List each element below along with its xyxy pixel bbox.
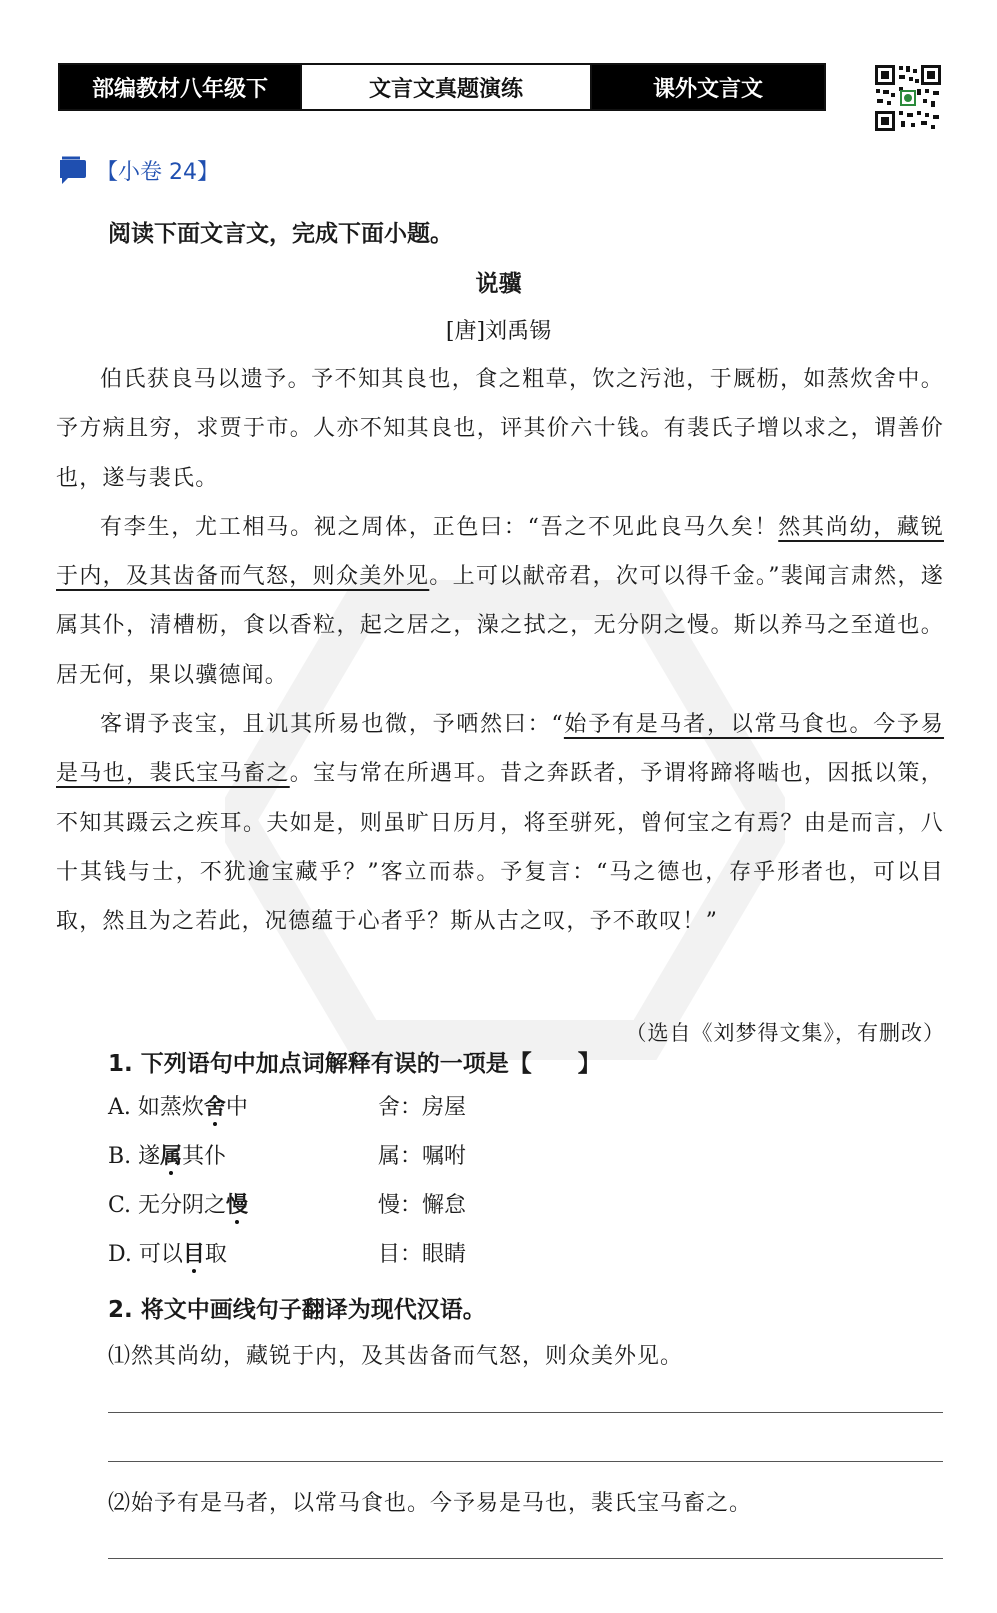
section-tag: [58, 155, 219, 186]
option-b[interactable]: B. 遂属其仆 属：嘱咐: [108, 1139, 466, 1170]
flag-icon: [58, 156, 88, 186]
option-b-gloss: 属：嘱咐: [378, 1144, 467, 1169]
option-a[interactable]: A. 如蒸炊舍中 舍：房屋: [108, 1090, 466, 1121]
passage-source: （选自《刘梦得文集》，有删改）: [625, 1021, 945, 1045]
answer-line[interactable]: [108, 1558, 943, 1559]
question-2-stem: 2. 将文中画线句子翻译为现代汉语。: [108, 1297, 486, 1323]
option-c-gloss: 慢：懈怠: [378, 1193, 467, 1218]
section-tag-label: 【小卷 24】: [96, 160, 219, 185]
option-a-gloss: 舍：房屋: [378, 1095, 467, 1120]
passage-title: 说骥: [475, 271, 522, 297]
answer-line[interactable]: [108, 1412, 943, 1413]
underlined-sentence-2: 始予有是马者，以常马食也。今予易是马也，裴氏宝马畜之: [56, 712, 945, 787]
passage-body: [56, 355, 944, 947]
option-d[interactable]: D. 可以目取 目：眼睛: [108, 1237, 466, 1268]
question-1-stem: 1. 下列语句中加点词解释有误的一项是【 】: [108, 1051, 601, 1077]
option-d-gloss: 目：眼睛: [378, 1242, 467, 1267]
underlined-sentence-1: 然其尚幼，藏锐于内，及其齿备而气怒，则众美外见: [56, 514, 944, 590]
passage-paragraph-3: 客谓予丧宝，且讥其所易也微，予哂然曰：“始予有是马者，以常马食也。今予易是马也，裴氏宝马畜之。宝与常在所遇耳。昔之奔跃者，予谓将蹄将啮也，因抵以策，不知其蹑云之疾耳。夫如是，则虽旷日历月，将至骈死，曾何宝之有焉？由是而言，八十其钱与士，不犹逾宝藏乎？”客立而恭。予复言：“马之德也，存乎形者也，可以目取，然且为之若此，况德蕴于心者乎？斯从古之叹，予不敢叹！”: [56, 712, 945, 935]
passage-paragraph-1: 伯氏获良马以遗予。予不知其良也，食之粗草，饮之污池，于厩枥，如蒸炊舍中。予方病且穷，求贾于市。人亦不知其良也，评其价六十钱。有裴氏子增以求之，谓善价也，遂与裴氏。: [56, 367, 944, 491]
question-2-sentence-2: ⑵始予有是马者，以常马食也。今予易是马也，裴氏宝马畜之。: [108, 1491, 753, 1516]
header-topic: 文言文真题演练: [300, 65, 592, 109]
answer-line[interactable]: [108, 1461, 943, 1462]
passage-author: [唐]刘禹锡: [445, 319, 552, 344]
passage-paragraph-2: 有李生，尤工相马。视之周体，正色曰：“吾之不见此良马久矣！然其尚幼，藏锐于内，及其齿备而气怒，则众美外见。上可以献帝君，次可以得千金。”裴闻言肃然，遂属其仆，清槽枥，食以香粒，起之居之，澡之拭之，无分阴之慢。斯以养马之至道也。居无何，果以骥德闻。: [56, 514, 944, 688]
header-bar: [58, 63, 826, 111]
qr-code-icon: [873, 63, 943, 133]
instruction: 阅读下面文言文，完成下面小题。: [108, 221, 453, 247]
option-c[interactable]: C. 无分阴之慢 慢：懈怠: [108, 1188, 466, 1219]
header-category: 课外文言文: [592, 65, 824, 109]
header-grade: 部编教材八年级下: [60, 65, 300, 109]
question-2-sentence-1: ⑴然其尚幼，藏锐于内，及其齿备而气怒，则众美外见。: [108, 1344, 684, 1369]
